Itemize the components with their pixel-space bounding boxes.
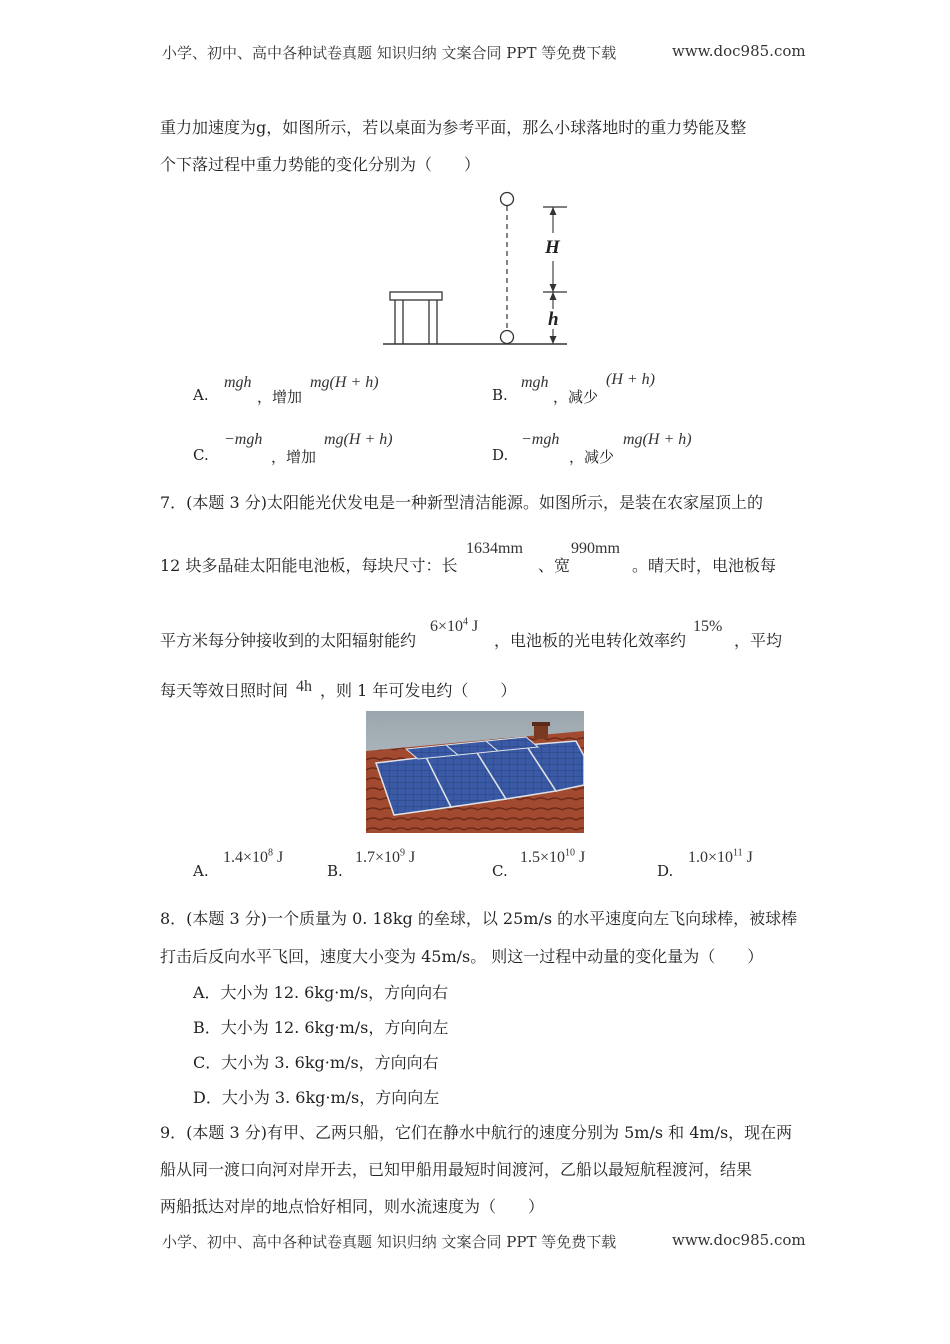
q6-option-b-m2: (H + h)	[606, 371, 656, 388]
q6-figure	[375, 185, 575, 350]
q7-line1: 7．(本题 3 分)太阳能光伏发电是一种新型清洁能源。如图所示，是装在农家屋顶上的	[160, 493, 764, 512]
q7-line3b: ，电池板的光电转化效率约	[494, 631, 687, 650]
q9-line2: 船从同一渡口向河对岸开去，已知甲船用最短时间渡河，乙船以最短航程渡河，结果	[160, 1160, 753, 1179]
q7-line2a: 12 块多晶硅太阳能电池板，每块尺寸：长	[160, 556, 458, 575]
q7-option-a-label: A.	[193, 862, 209, 880]
footer-text: 小学、初中、高中各种试卷真题 知识归纳 文案合同 PPT 等免费下载	[162, 1233, 617, 1251]
q6-option-c-label: C.	[193, 446, 209, 464]
q7-line3c: ，平均	[734, 631, 783, 650]
q7-hours: 4h	[296, 678, 312, 695]
q6-option-a-m1: mgh	[224, 374, 252, 391]
label-h: h	[548, 309, 559, 330]
q8-option-b: B．大小为 12. 6kg·m/s，方向向左	[193, 1018, 449, 1037]
q6-option-d-m1: −mgh	[521, 431, 560, 448]
q6-option-c-m1: −mgh	[224, 431, 263, 448]
q6-line1: 重力加速度为g，如图所示，若以桌面为参考平面，那么小球落地时的重力势能及整	[160, 118, 747, 137]
q8-line1: 8．(本题 3 分)一个质量为 0. 18kg 的垒球，以 25m/s 的水平速度向左飞向球棒，被球棒	[160, 909, 798, 928]
q9-line1: 9．(本题 3 分)有甲、乙两只船，它们在静水中航行的速度分别为 5m/s 和 4m/s，现在两	[160, 1123, 793, 1142]
q7-line4a: 每天等效日照时间	[160, 681, 289, 700]
solar-panel-photo	[366, 711, 584, 833]
header-url: www.doc985.com	[672, 42, 806, 60]
q9-line3: 两船抵达对岸的地点恰好相同，则水流速度为（ ）	[160, 1197, 545, 1216]
q7-line4b: ，则 1 年可发电约（ ）	[320, 681, 517, 700]
q7-option-d-value: $1.0\times 10^{11}$ J	[688, 847, 753, 866]
q7-option-b-value: $1.7\times 10^9$ J	[355, 847, 416, 866]
q7-efficiency: 15%	[693, 618, 723, 635]
q7-option-d-label: D.	[657, 862, 674, 880]
q6-option-b-label: B.	[492, 386, 508, 404]
q6-option-d-m2: mg(H + h)	[623, 431, 692, 448]
q8-option-d: D．大小为 3. 6kg·m/s，方向向左	[193, 1088, 440, 1107]
q6-option-a-mid: ，增加	[257, 388, 303, 406]
label-H: H	[545, 237, 560, 258]
q7-line2c: 。晴天时，电池板每	[632, 556, 777, 575]
q8-option-c: C．大小为 3. 6kg·m/s，方向向右	[193, 1053, 439, 1072]
header-text: 小学、初中、高中各种试卷真题 知识归纳 文案合同 PPT 等免费下载	[162, 44, 617, 62]
q7-length: 1634mm	[466, 540, 523, 557]
q7-option-a-value: $1.4\times 10^8$ J	[223, 847, 284, 866]
q7-energy: $6\times 10^4$ J	[430, 616, 479, 635]
footer-url: www.doc985.com	[672, 1231, 806, 1249]
q7-option-c-value: $1.5\times 10^{10}$ J	[520, 847, 586, 866]
q7-option-b-label: B.	[327, 862, 343, 880]
q6-line2: 个下落过程中重力势能的变化分别为（ ）	[160, 155, 481, 174]
q6-option-c-m2: mg(H + h)	[324, 431, 393, 448]
q7-line2b: 、宽	[538, 556, 571, 575]
q6-option-d-label: D.	[492, 446, 509, 464]
q7-width: 990mm	[571, 540, 620, 557]
q8-option-a: A．大小为 12. 6kg·m/s，方向向右	[193, 983, 449, 1002]
q8-line2: 打击后反向水平飞回，速度大小变为 45m/s。 则这一过程中动量的变化量为（ ）	[160, 947, 764, 966]
q6-option-a-label: A.	[193, 386, 209, 404]
q6-option-a-m2: mg(H + h)	[310, 374, 379, 391]
q7-option-c-label: C.	[492, 862, 508, 880]
q7-line3a: 平方米每分钟接收到的太阳辐射能约	[160, 631, 417, 650]
q6-option-b-mid: ，减少	[553, 388, 599, 406]
q6-option-c-mid: ，增加	[271, 448, 317, 466]
q6-option-b-m1: mgh	[521, 374, 549, 391]
q6-option-d-mid: ，减少	[569, 448, 615, 466]
